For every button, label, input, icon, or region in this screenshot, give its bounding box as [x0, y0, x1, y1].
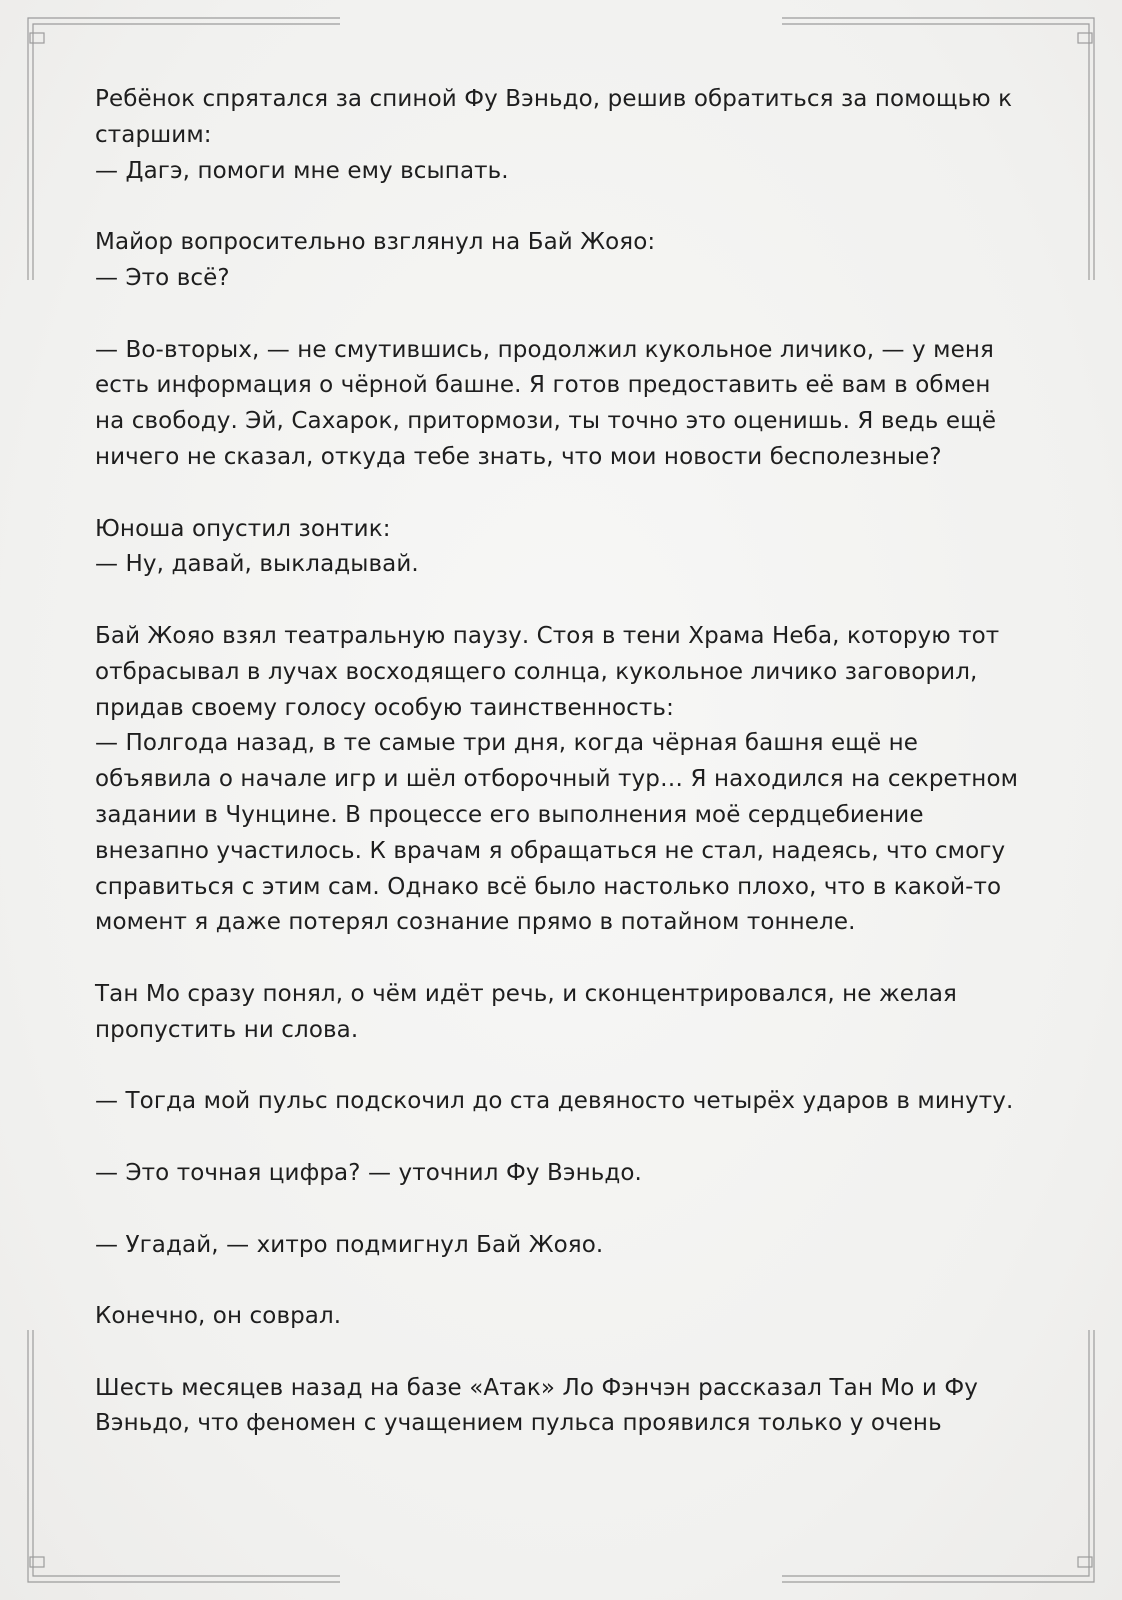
paragraph: [95, 225, 1035, 297]
text-line: есть информация о чёрной башне. Я готов предоставить её вам в обмен: [95, 372, 991, 399]
text-line: справиться с этим сам. Однако всё было настолько плохо, что в какой-то: [95, 873, 1002, 900]
paragraph: [95, 1156, 1035, 1192]
text-line: придав своему голосу особую таинственность:: [95, 694, 674, 721]
paragraph: [95, 977, 1035, 1049]
paragraph: [95, 1371, 1035, 1443]
text-line: — Угадай, — хитро подмигнул Бай Жояо.: [95, 1231, 604, 1258]
text-line: — Это всё?: [95, 264, 230, 291]
text-line: на свободу. Эй, Сахарок, притормози, ты точно это оценишь. Я ведь ещё: [95, 408, 997, 435]
text-line: Бай Жояо взял театральную паузу. Стоя в тени Храма Неба, которую тот: [95, 622, 1000, 649]
text-line: пропустить ни слова.: [95, 1016, 359, 1043]
text-line: внезапно участилось. К врачам я обращаться не стал, надеясь, что смогу: [95, 837, 1006, 864]
text-line: задании в Чунцине. В процессе его выполнения моё сердцебиение: [95, 801, 924, 828]
text-line: Шесть месяцев назад на базе «Атак» Ло Фэнчэн рассказал Тан Мо и Фу: [95, 1374, 978, 1401]
paragraph: [95, 333, 1035, 476]
paragraph: [95, 1084, 1035, 1120]
paragraph: [95, 619, 1035, 941]
paragraph: [95, 1299, 1035, 1335]
text-line: — Полгода назад, в те самые три дня, когда чёрная башня ещё не: [95, 730, 919, 757]
text-line: Тан Мо сразу понял, о чём идёт речь, и сконцентрировался, не желая: [95, 980, 957, 1007]
paragraph: [95, 82, 1035, 189]
text-line: ничего не сказал, откуда тебе знать, что мои новости бесполезные?: [95, 443, 942, 470]
text-line: — Это точная цифра? — уточнил Фу Вэньдо.: [95, 1159, 642, 1186]
text-line: Вэньдо, что феномен с учащением пульса проявился только у очень: [95, 1410, 942, 1437]
text-line: Ребёнок спрятался за спиной Фу Вэньдо, решив обратиться за помощью к: [95, 86, 1013, 112]
text-line: — Тогда мой пульс подскочил до ста девяносто четырёх ударов в минуту.: [95, 1088, 1014, 1115]
text-line: — Во-вторых, — не смутившись, продолжил кукольное личико, — у меня: [95, 336, 994, 363]
paragraph: [95, 1228, 1035, 1264]
text-line: Конечно, он соврал.: [95, 1303, 342, 1330]
text-line: момент я даже потерял сознание прямо в потайном тоннеле.: [95, 909, 856, 936]
paragraph: [95, 512, 1035, 584]
text-line: Юноша опустил зонтик:: [95, 515, 391, 542]
text-line: старшим:: [95, 121, 212, 148]
text-line: — Дагэ, помоги мне ему всыпать.: [95, 157, 509, 184]
text-line: отбрасывал в лучах восходящего солнца, кукольное личико заговорил,: [95, 658, 978, 685]
document-text: [95, 82, 1035, 1478]
text-line: — Ну, давай, выкладывай.: [95, 551, 419, 578]
text-line: объявила о начале игр и шёл отборочный тур… Я находился на секретном: [95, 766, 1019, 793]
text-line: Майор вопросительно взглянул на Бай Жояо:: [95, 229, 656, 256]
